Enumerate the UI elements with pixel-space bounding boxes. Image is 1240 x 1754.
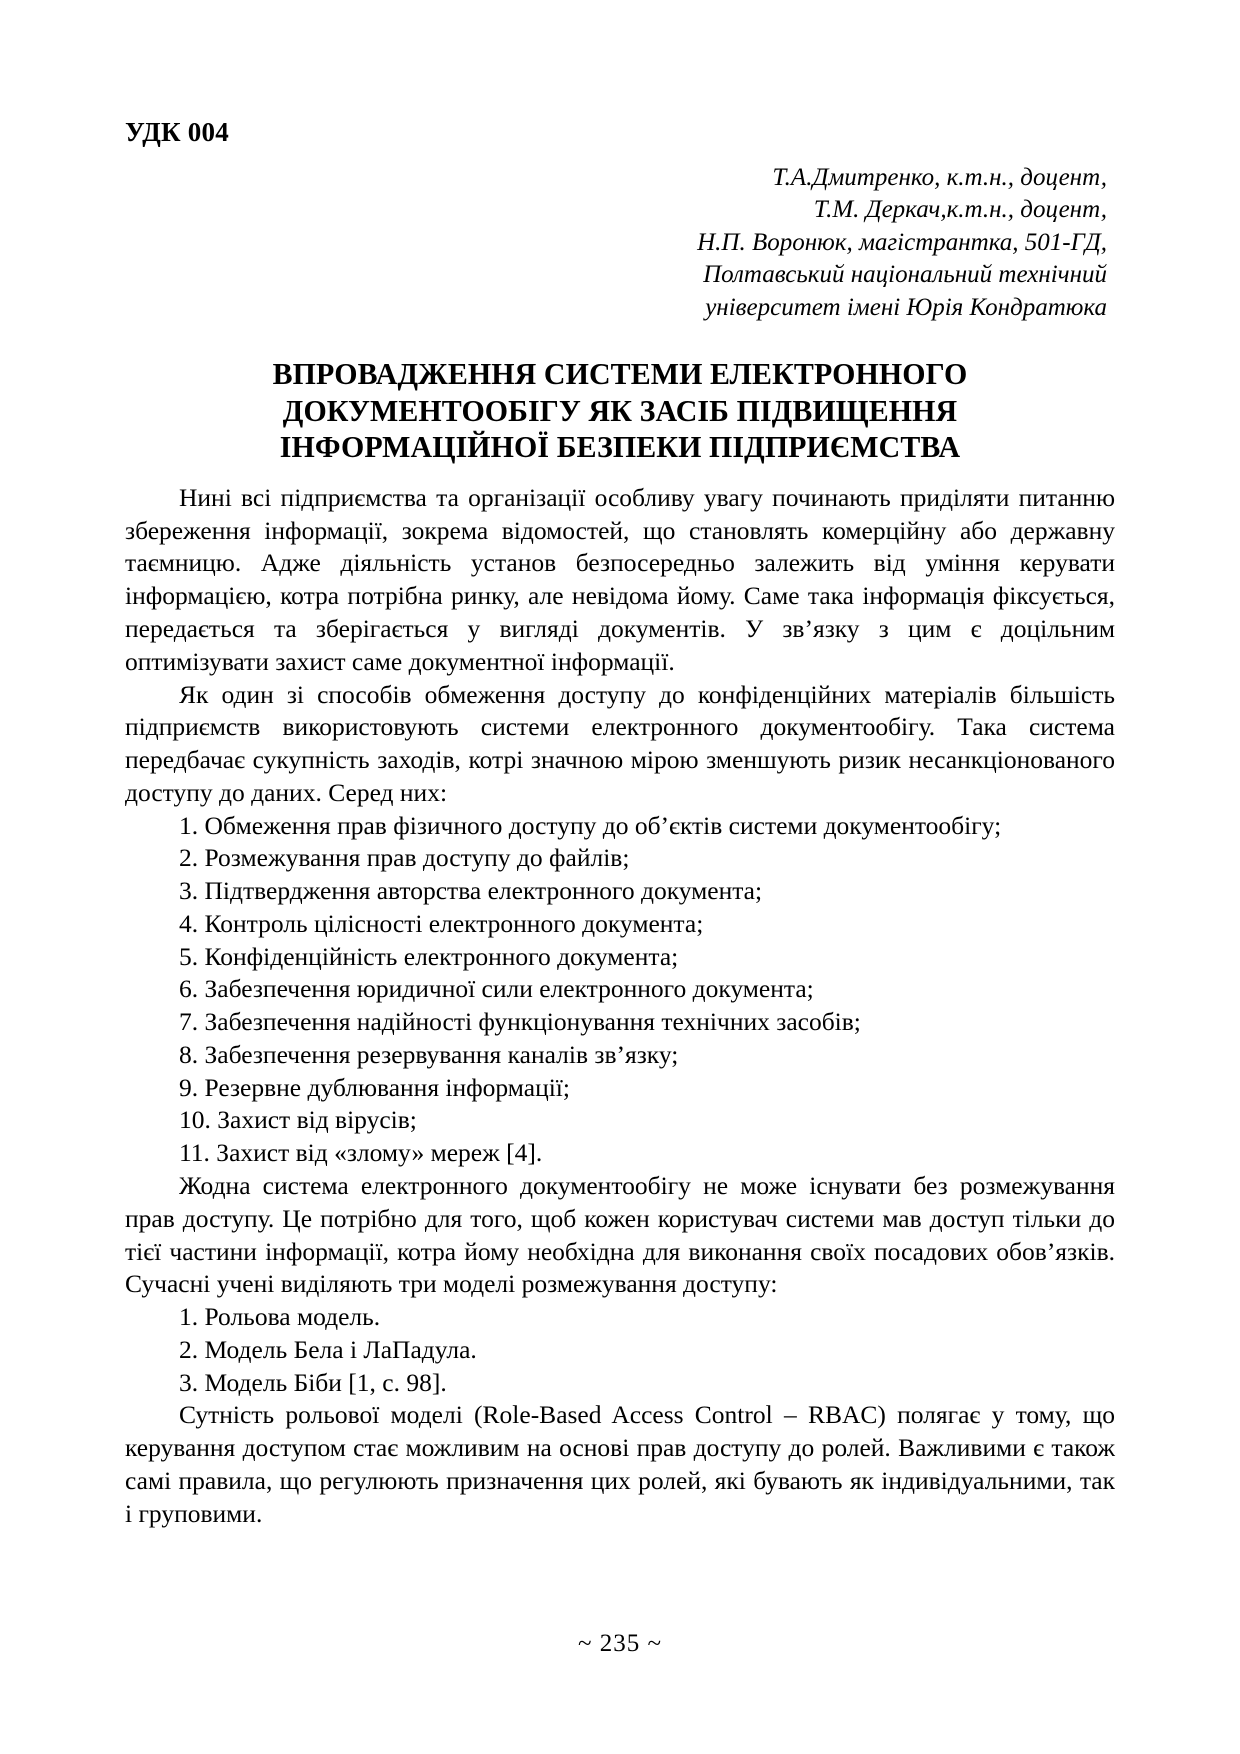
title-line-2: ДОКУМЕНТООБІГУ ЯК ЗАСІБ ПІДВИЩЕННЯ — [282, 392, 958, 428]
list-item: 3. Підтвердження авторства електронного документа; — [179, 876, 763, 906]
paragraph-intro: Нині всі підприємства та організації особливу увагу починають приділяти питанню збереження інформації, зокрема відомостей, що становлять комерційну або державну таємницю. Адже діяльність установ безпосередньо залежить від уміння керувати інформацією, котра потрібна ринку, але невідома йому. Саме така інформація фіксується, передається та зберігається у вигляді документів. У зв’язку з цим є доцільним оптимізувати захист саме документної інформації. — [125, 482, 1115, 676]
list-item: 10. Захист від вірусів; — [179, 1105, 417, 1135]
paragraph-edms: Як один зі способів обмеження доступу до конфіденційних матеріалів більшість підприємств використовують системи електронного документообігу. Така система передбачає сукупність заходів, котрі значною мірою зменшують ризик несанкціонованого доступу до даних. Серед них: — [125, 679, 1115, 807]
udc-code: УДК 004 — [125, 117, 229, 147]
author-block — [125, 162, 1107, 325]
paragraph-rbac: Сутність рольової моделі (Role-Based Access Control – RBAC) полягає у тому, що керування доступом стає можливим на основі прав доступу до ролей. Важливими є також самі правила, що регулюють призначення цих ролей, які бувають як індивідуальними, так і груповими. — [125, 1400, 1115, 1528]
list-item: 9. Резервне дублювання інформації; — [179, 1072, 570, 1102]
list-item: 5. Конфіденційність електронного документа; — [179, 941, 679, 971]
list-item: 4. Контроль цілісності електронного документа; — [179, 908, 704, 938]
page-footer — [0, 1630, 1240, 1658]
affiliation-line-2: університет імені Юрія Кондратюка — [705, 293, 1107, 321]
title-line-1: ВПРОВАДЖЕННЯ СИСТЕМИ ЕЛЕКТРОННОГО — [272, 356, 968, 392]
list-item: 3. Модель Біби [1, с. 98]. — [179, 1367, 447, 1397]
list-item: 2. Модель Бела і ЛаПадула. — [179, 1334, 477, 1364]
article-body — [125, 482, 1115, 1531]
list-item: 1. Обмеження прав фізичного доступу до об’єктів системи документообігу; — [179, 810, 1002, 840]
paragraph-access-rights: Жодна система електронного документообігу не може існувати без розмежування прав доступу. Це потрібно для того, щоб кожен користувач системи мав доступ тільки до тієї частини інформації, котра йому необхідна для виконання своїх посадових обов’язків. Сучасні учені виділяють три моделі розмежування доступу: — [125, 1171, 1115, 1299]
models-list — [125, 1301, 1115, 1399]
list-item: 8. Забезпечення резервування каналів зв’язку; — [179, 1039, 679, 1069]
measures-list — [125, 810, 1115, 1170]
author-line-2: Т.М. Деркач,к.т.н., доцент, — [813, 196, 1107, 224]
list-item: 7. Забезпечення надійності функціонування технічних засобів; — [179, 1007, 861, 1037]
title-line-3: ІНФОРМАЦІЙНОЇ БЕЗПЕКИ ПІДПРИЄМСТВА — [279, 429, 961, 465]
author-line-3: Н.П. Воронюк, магістрантка, 501-ГД, — [697, 228, 1107, 256]
list-item: 1. Рольова модель. — [179, 1302, 381, 1332]
page-number: ~ 235 ~ — [577, 1630, 663, 1657]
list-item: 6. Забезпечення юридичної сили електронного документа; — [179, 974, 814, 1004]
author-line-1: Т.А.Дмитренко, к.т.н., доцент, — [772, 163, 1107, 191]
list-item: 11. Захист від «злому» мереж [4]. — [179, 1138, 543, 1168]
list-item: 2. Розмежування прав доступу до файлів; — [179, 843, 630, 873]
page-title — [142, 356, 1097, 466]
affiliation-line-1: Полтавський національний технічний — [703, 261, 1107, 289]
